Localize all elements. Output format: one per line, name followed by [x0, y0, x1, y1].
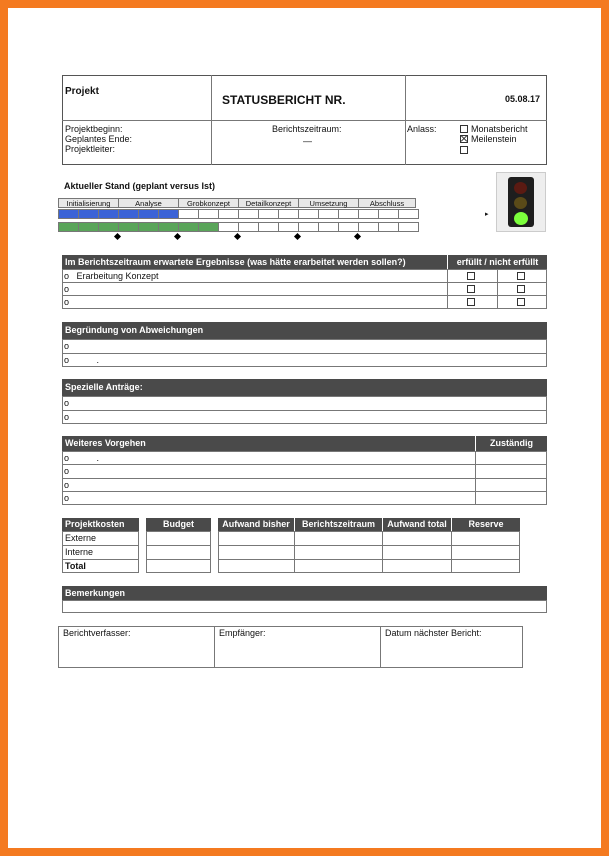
plan-cell	[58, 209, 79, 219]
result-1-fulfilled-checkbox[interactable]	[467, 272, 475, 280]
deviation-item-2: o .	[64, 355, 100, 365]
stand-title: Aktueller Stand (geplant versus Ist)	[64, 181, 216, 191]
actual-cell	[318, 222, 339, 232]
owner-header: Zuständig	[475, 436, 547, 451]
milestone-label: Meilenstein	[471, 134, 517, 144]
effort-total-header: Aufwand total	[382, 518, 451, 531]
plan-cell	[258, 209, 279, 219]
planned-end-label: Geplantes Ende:	[65, 134, 133, 144]
monthly-report-label: Monatsbericht	[471, 124, 528, 134]
result-1-unfulfilled-checkbox[interactable]	[517, 272, 525, 280]
phase-grobkonzept: Grobkonzept	[178, 198, 239, 208]
actual-cell	[338, 222, 359, 232]
phase-abschluss: Abschluss	[358, 198, 416, 208]
monthly-report-checkbox[interactable]	[460, 125, 468, 133]
arrow-icon: ▸	[485, 211, 489, 218]
plan-cell	[118, 209, 139, 219]
plan-cell	[218, 209, 239, 219]
actual-cell	[158, 222, 179, 232]
actual-cell	[78, 222, 99, 232]
next-step-item-2: o	[64, 466, 70, 476]
next-steps-header: Weiteres Vorgehen	[62, 436, 475, 451]
budget-cells	[146, 531, 211, 573]
recipient-label: Empfänger:	[219, 628, 266, 638]
project-lead-label: Projektleiter:	[65, 144, 116, 154]
milestone-diamond-icon	[234, 233, 241, 240]
deviation-item-1: o	[64, 341, 70, 351]
actual-cell	[258, 222, 279, 232]
actual-cell	[218, 222, 239, 232]
green-light-icon	[514, 212, 528, 225]
plan-cell	[158, 209, 179, 219]
cost-row-total: Total	[65, 561, 86, 571]
milestone-diamond-icon	[114, 233, 121, 240]
plan-cell	[298, 209, 319, 219]
project-start-label: Projektbeginn:	[65, 124, 123, 134]
budget-header: Budget	[146, 518, 211, 531]
cost-row-external: Externe	[65, 533, 97, 543]
actual-cell	[378, 222, 399, 232]
effort-cells	[218, 531, 520, 573]
occasion-label: Anlass:	[407, 124, 437, 134]
next-step-item-4: o	[64, 493, 70, 503]
plan-cell	[138, 209, 159, 219]
actual-cell	[398, 222, 419, 232]
request-item-2: o	[64, 412, 70, 422]
plan-cell	[398, 209, 419, 219]
actual-cell	[198, 222, 219, 232]
report-title: STATUSBERICHT NR.	[222, 93, 346, 107]
actual-cell	[238, 222, 259, 232]
reserve-header: Reserve	[451, 518, 520, 531]
phase-analyse: Analyse	[118, 198, 179, 208]
cost-row-internal: Interne	[65, 547, 94, 557]
next-report-date-label: Datum nächster Bericht:	[385, 628, 482, 638]
actual-cell	[298, 222, 319, 232]
plan-cell	[338, 209, 359, 219]
plan-cell	[78, 209, 99, 219]
results-header: Im Berichtszeitraum erwartete Ergebnisse (was hätte erarbeitet werden sollen?)	[62, 255, 447, 270]
result-2-fulfilled-checkbox[interactable]	[467, 285, 475, 293]
project-costs-header: Projektkosten	[62, 518, 139, 531]
plan-cell	[358, 209, 379, 219]
remarks-body[interactable]	[62, 600, 547, 613]
plan-cell	[98, 209, 119, 219]
yellow-light-icon	[514, 197, 527, 209]
other-checkbox[interactable]	[460, 146, 468, 154]
project-label: Projekt	[65, 86, 99, 97]
result-3-fulfilled-checkbox[interactable]	[467, 298, 475, 306]
milestone-checkbox[interactable]	[460, 135, 468, 143]
period-costs-header: Berichtszeitraum	[294, 518, 382, 531]
milestone-diamond-icon	[174, 233, 181, 240]
traffic-light	[496, 172, 546, 232]
result-item-3: o	[64, 297, 70, 307]
results-status-header: erfüllt / nicht erfüllt	[447, 255, 547, 270]
result-3-unfulfilled-checkbox[interactable]	[517, 298, 525, 306]
next-step-item-1: o .	[64, 453, 100, 463]
result-item-2: o	[64, 284, 70, 294]
phase-umsetzung: Umsetzung	[298, 198, 359, 208]
period-label: Berichtszeitraum:	[272, 124, 342, 134]
plan-cell	[178, 209, 199, 219]
actual-cell	[98, 222, 119, 232]
plan-cell	[378, 209, 399, 219]
plan-cell	[198, 209, 219, 219]
request-item-1: o	[64, 398, 70, 408]
plan-cell	[318, 209, 339, 219]
phase-initialisierung: Initialisierung	[58, 198, 119, 208]
actual-cell	[138, 222, 159, 232]
plan-cell	[238, 209, 259, 219]
period-value: —	[303, 136, 312, 146]
remarks-header: Bemerkungen	[62, 586, 547, 600]
actual-cell	[358, 222, 379, 232]
effort-to-date-header: Aufwand bisher	[218, 518, 294, 531]
red-light-icon	[514, 182, 527, 194]
result-item-1: o Erarbeitung Konzept	[64, 271, 159, 281]
actual-cell	[178, 222, 199, 232]
result-2-unfulfilled-checkbox[interactable]	[517, 285, 525, 293]
requests-header: Spezielle Anträge:	[62, 379, 547, 396]
actual-cell	[58, 222, 79, 232]
next-step-item-3: o	[64, 480, 70, 490]
actual-cell	[278, 222, 299, 232]
plan-cell	[278, 209, 299, 219]
actual-cell	[118, 222, 139, 232]
milestone-diamond-icon	[294, 233, 301, 240]
milestone-diamond-icon	[354, 233, 361, 240]
report-date: 05.08.17	[505, 94, 541, 104]
deviations-header: Begründung von Abweichungen	[62, 322, 547, 339]
author-label: Berichtverfasser:	[63, 628, 131, 638]
phase-detailkonzept: Detailkonzept	[238, 198, 299, 208]
status-report-page	[8, 8, 601, 848]
